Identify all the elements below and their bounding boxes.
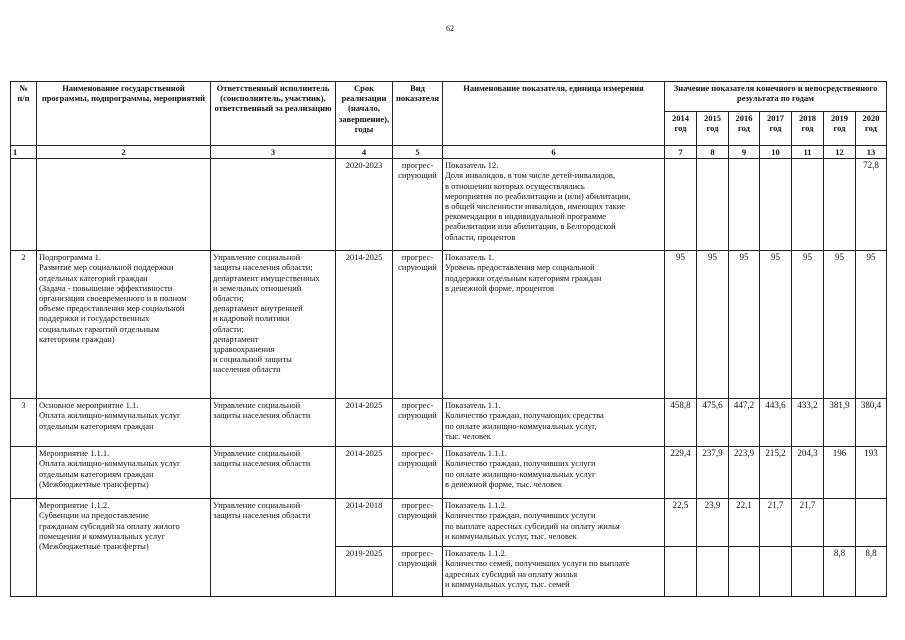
value-cell: 22,1 [729, 499, 760, 547]
row-responsible: Управление социальной защиты населения области [211, 447, 336, 499]
column-number: 12 [824, 146, 856, 159]
table-row [11, 447, 887, 499]
value-cell: 95 [729, 251, 760, 399]
column-number: 1 [11, 146, 37, 159]
column-number-row [11, 146, 887, 159]
column-number: 3 [211, 146, 336, 159]
header-year-2016: 2016 год [729, 112, 760, 146]
row-kind: прогрес- сирующий [393, 399, 443, 447]
row-name [37, 159, 211, 251]
value-cell: 215,2 [760, 447, 792, 499]
value-cell: 21,7 [760, 499, 792, 547]
value-cell [824, 499, 856, 547]
row-indicator: Показатель 1.1.1. Количество граждан, получивших услуги по оплате жилищно-коммунальных услуг в денежной форме, тыс. человек [443, 447, 665, 499]
value-cell [792, 547, 824, 597]
value-cell [729, 547, 760, 597]
row-name: Подпрограмма 1. Развитие мер социальной поддержки отдельных категорий граждан (Задача - повышение эффективности организации своевременного и в полном объеме предоставления мер социальной поддержки и государственных социальных гарантий отдельным категориям граждан) [37, 251, 211, 399]
header-year-2015: 2015 год [697, 112, 729, 146]
row-term: 2014-2025 [336, 251, 393, 399]
value-cell: 447,2 [729, 399, 760, 447]
column-number: 2 [37, 146, 211, 159]
value-cell: 21,7 [792, 499, 824, 547]
value-cell: 95 [697, 251, 729, 399]
row-kind: прогрес- сирующий [393, 547, 443, 597]
row-number [11, 499, 37, 597]
row-term: 2014-2018 [336, 499, 393, 547]
row-responsible [211, 159, 336, 251]
column-number: 6 [443, 146, 665, 159]
row-term: 2014-2025 [336, 399, 393, 447]
header-year-2019: 2019 год [824, 112, 856, 146]
value-cell: 23,9 [697, 499, 729, 547]
header-year-2018: 2018 год [792, 112, 824, 146]
row-indicator: Показатель 1.1. Количество граждан, получающих средства по оплате жилищно-коммунальных услуг, тыс. человек [443, 399, 665, 447]
column-number: 10 [760, 146, 792, 159]
value-cell: 237,9 [697, 447, 729, 499]
header-year-2020: 2020 год [856, 112, 887, 146]
row-term: 2019-2025 [336, 547, 393, 597]
header-values: Значение показателя конечного и непосредственного результата по годам [665, 82, 887, 112]
value-cell [697, 159, 729, 251]
table-row [11, 251, 887, 399]
value-cell: 95 [760, 251, 792, 399]
header-no: № п/п [11, 82, 37, 146]
row-name: Основное мероприятие 1.1. Оплата жилищно-коммунальных услуг отдельным категориям граждан [37, 399, 211, 447]
row-indicator: Показатель 12. Доля инвалидов, в том числе детей-инвалидов, в отношении которых осуществлялись мероприятия по реабилитации и (или) абилитации, в общей численности инвалидов, имеющих такие рекомендации в индивидуальной программе реабилитации или абилитации, в Белгородской области, процентов [443, 159, 665, 251]
value-cell [760, 159, 792, 251]
column-number: 8 [697, 146, 729, 159]
value-cell [665, 547, 697, 597]
row-kind: прогрес- сирующий [393, 159, 443, 251]
value-cell [729, 159, 760, 251]
row-kind: прогрес- сирующий [393, 251, 443, 399]
row-indicator: Показатель 1.1.2. Количество семей, получивших услуги по выплате адресных субсидий на оплату жилья и коммунальных услуг, тыс. семей [443, 547, 665, 597]
value-cell [697, 547, 729, 597]
value-cell: 95 [856, 251, 887, 399]
value-cell: 8,8 [824, 547, 856, 597]
row-responsible: Управление социальной защиты населения области [211, 399, 336, 447]
value-cell [760, 547, 792, 597]
row-name: Мероприятие 1.1.1. Оплата жилищно-коммунальных услуг отдельным категориям граждан (Межбюджетные трансферты) [37, 447, 211, 499]
row-indicator: Показатель 1. Уровень предоставления мер социальной поддержки отдельным категориям граждан в денежной форме, процентов [443, 251, 665, 399]
value-cell: 204,3 [792, 447, 824, 499]
value-cell: 223,9 [729, 447, 760, 499]
column-number: 7 [665, 146, 697, 159]
value-cell: 8,8 [856, 547, 887, 597]
row-term: 2020-2023 [336, 159, 393, 251]
value-cell [792, 159, 824, 251]
row-kind: прогрес- сирующий [393, 447, 443, 499]
indicators-table [10, 81, 887, 597]
value-cell: 381,9 [824, 399, 856, 447]
row-number: 3 [11, 399, 37, 447]
column-number: 13 [856, 146, 887, 159]
value-cell: 95 [824, 251, 856, 399]
header-indicator: Наименование показателя, единица измерения [443, 82, 665, 146]
value-cell: 72,8 [856, 159, 887, 251]
value-cell [824, 159, 856, 251]
value-cell [856, 499, 887, 547]
row-number: 2 [11, 251, 37, 399]
header-year-2014: 2014 год [665, 112, 697, 146]
table-row [11, 399, 887, 447]
page-number: 62 [446, 24, 454, 33]
value-cell: 380,4 [856, 399, 887, 447]
value-cell: 443,6 [760, 399, 792, 447]
value-cell: 458,8 [665, 399, 697, 447]
value-cell: 95 [792, 251, 824, 399]
header-kind: Вид показателя [393, 82, 443, 146]
column-number: 11 [792, 146, 824, 159]
value-cell: 196 [824, 447, 856, 499]
table-row [11, 499, 887, 547]
row-kind: прогрес- сирующий [393, 499, 443, 547]
row-number [11, 447, 37, 499]
value-cell: 193 [856, 447, 887, 499]
value-cell: 475,6 [697, 399, 729, 447]
header-year-2017: 2017 год [760, 112, 792, 146]
header-responsible: Ответственный исполнитель (соисполнитель, участник), ответственный за реализацию [211, 82, 336, 146]
row-number [11, 159, 37, 251]
header-term: Срок реализации (начало, завершение), годы [336, 82, 393, 146]
row-responsible: Управление социальной защиты населения области [211, 499, 336, 597]
column-number: 4 [336, 146, 393, 159]
value-cell: 433,2 [792, 399, 824, 447]
column-number: 5 [393, 146, 443, 159]
column-number: 9 [729, 146, 760, 159]
value-cell: 95 [665, 251, 697, 399]
row-term: 2014-2025 [336, 447, 393, 499]
value-cell: 229,4 [665, 447, 697, 499]
row-responsible: Управление социальной защиты населения области; департамент имущественных и земельных отношений области; департамент внутренней и кадровой политики области; департамент здравоохранения и социальной защиты населения области [211, 251, 336, 399]
row-indicator: Показатель 1.1.2. Количество граждан, получивших услуги по выплате адресных субсидий на оплату жилья и коммунальных услуг, тыс. человек [443, 499, 665, 547]
header-name: Наименование государственной программы, подпрограммы, мероприятий [37, 82, 211, 146]
value-cell [665, 159, 697, 251]
table-row [11, 159, 887, 251]
row-name: Мероприятие 1.1.2. Субвенции на предоставление гражданам субсидий на оплату жилого помещения и коммунальных услуг (Межбюджетные трансферты) [37, 499, 211, 597]
value-cell: 22,5 [665, 499, 697, 547]
